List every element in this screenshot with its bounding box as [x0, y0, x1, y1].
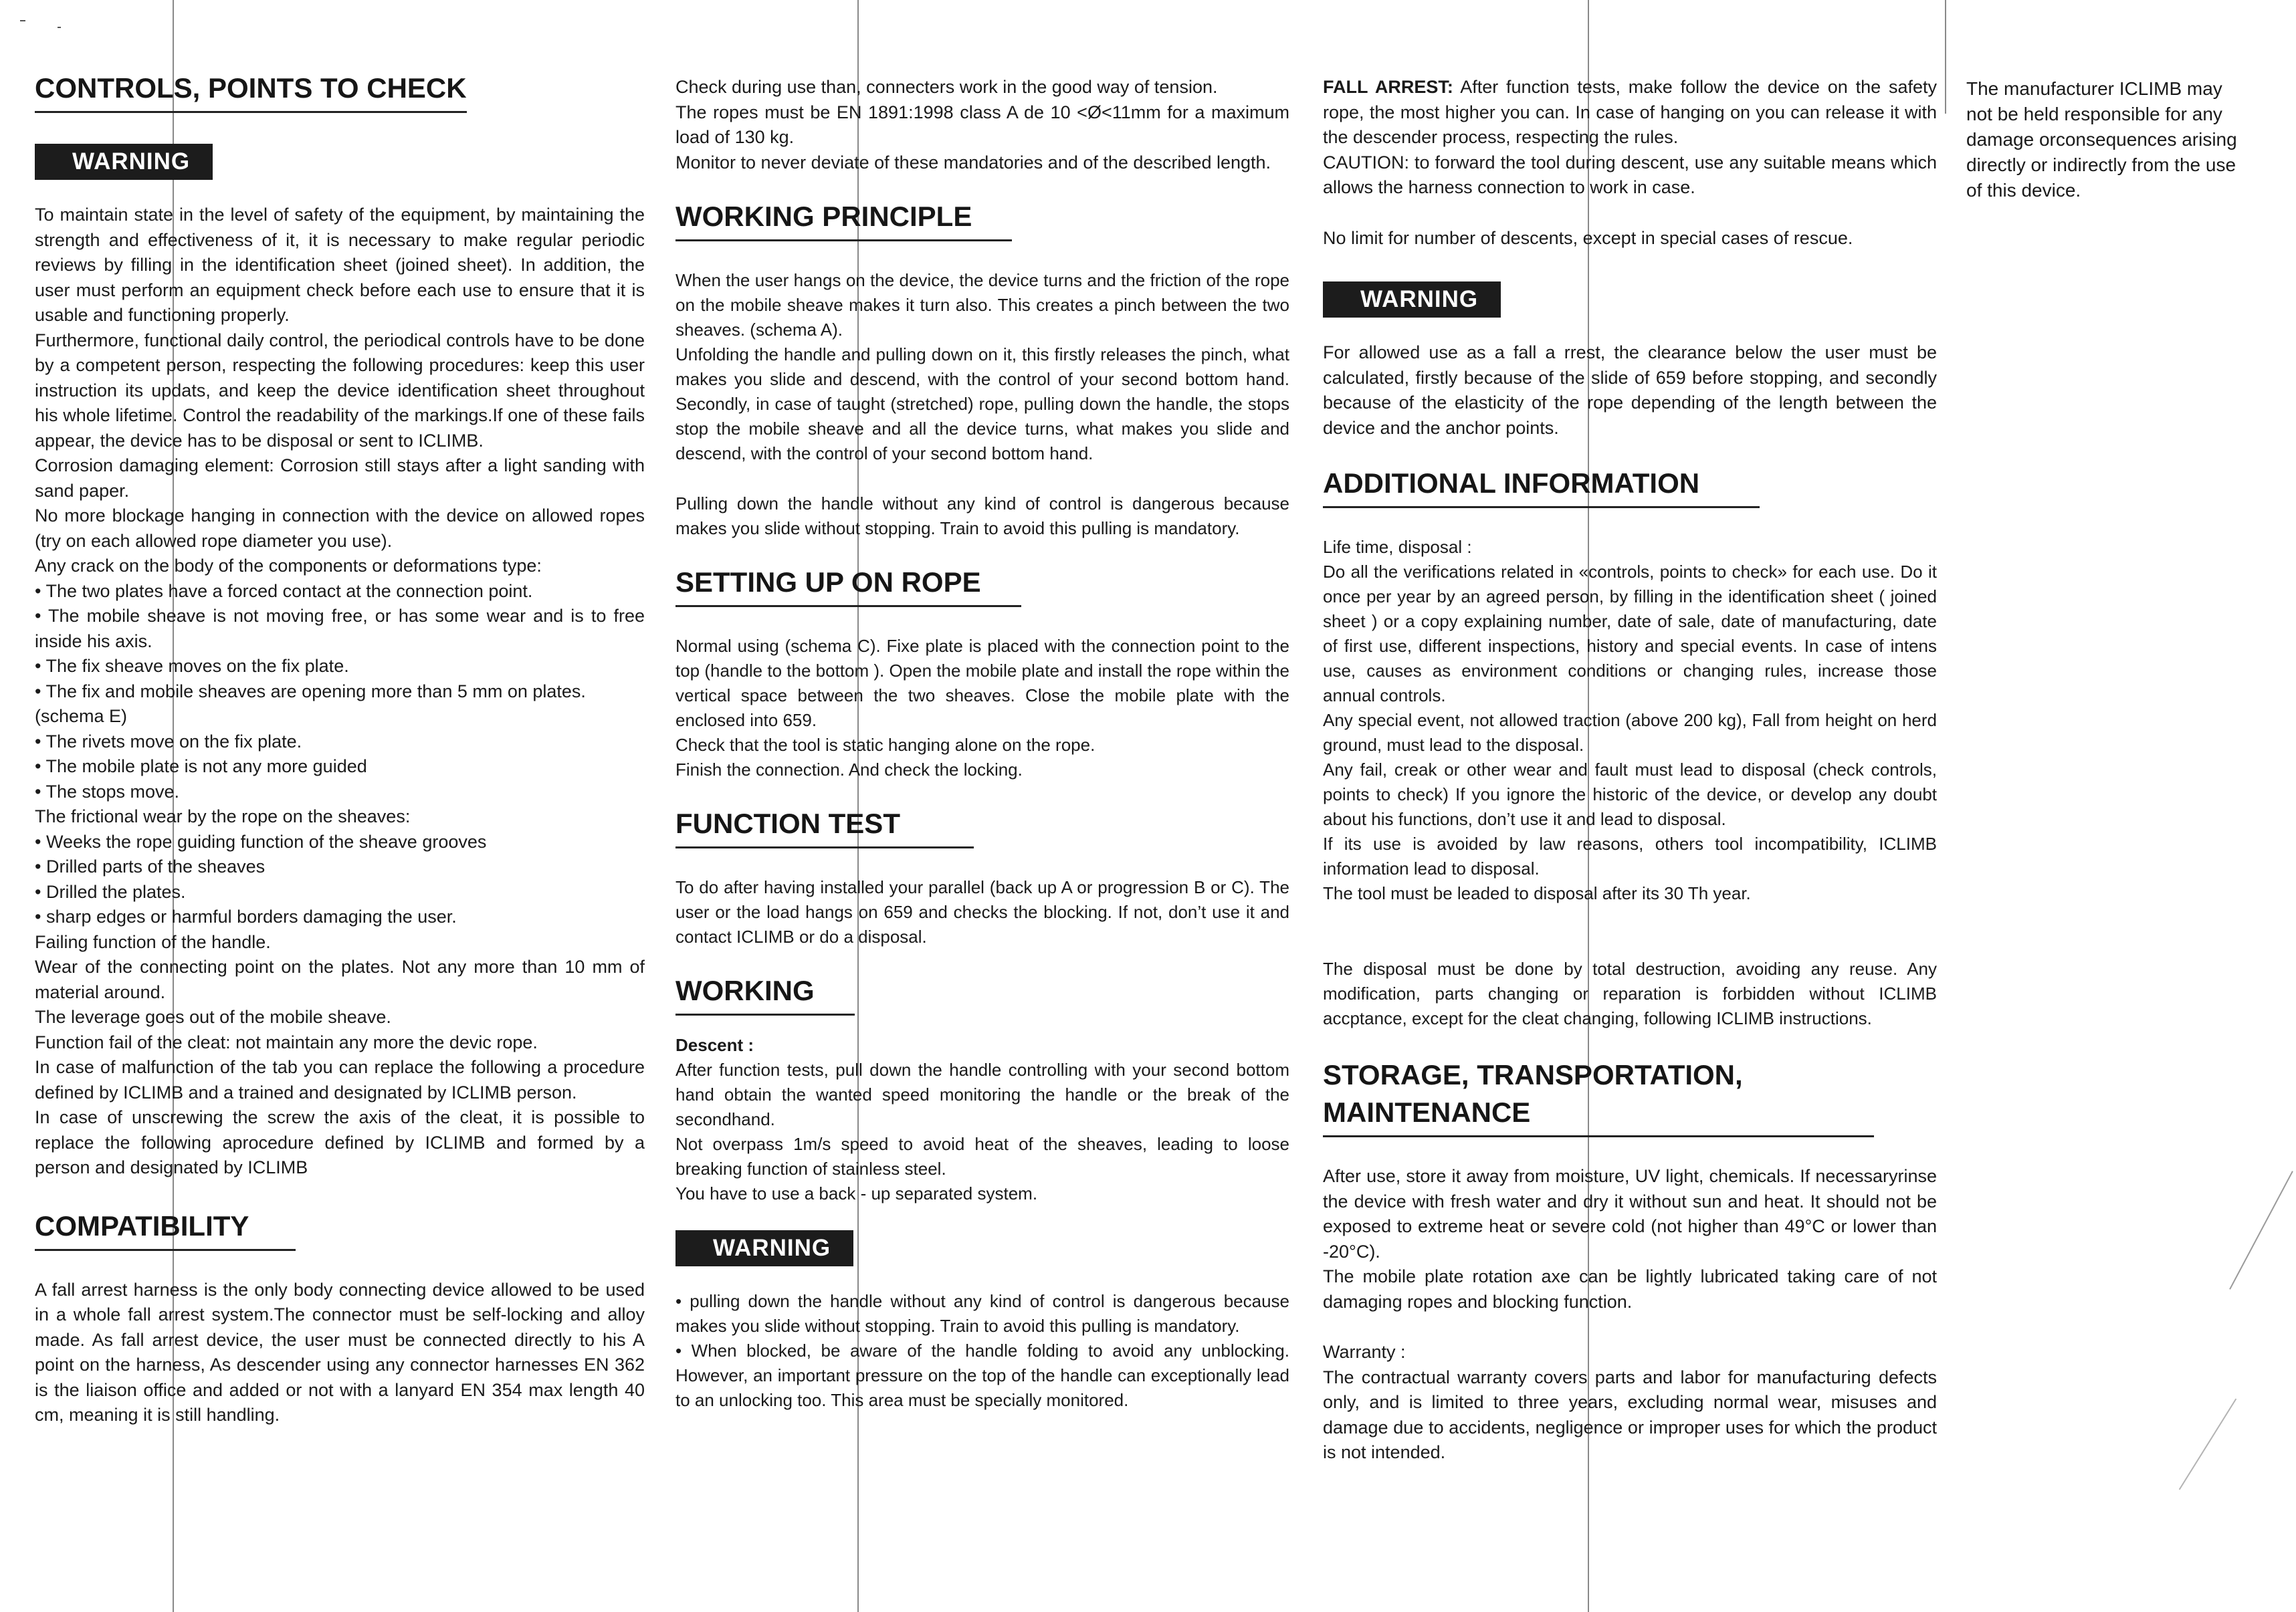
- paragraph: No more blockage hanging in connection with the device on allowed ropes (try on each allowed rope diameter you use).: [35, 505, 645, 551]
- bullet-item: • The mobile sheave is not moving free, or has some wear and is to free inside his axis.: [35, 606, 645, 651]
- paragraph: Normal using (schema C). Fixe plate is placed with the connection point to the top (handle to the bottom ). Open the mobile plate and install the rope within the vertical space between the two sheaves. Close the mobile plate with the enclosed into 659.: [675, 636, 1289, 730]
- bullet-item: • Weeks the rope guiding function of the sheave grooves: [35, 831, 487, 852]
- heading-storage-line-1: STORAGE, TRANSPORTATION,: [1323, 1059, 1743, 1090]
- fall-arrest-text: After function tests, make follow the device on the safety rope, the most higher you can. In case of hanging on you can release it with the descender process, respecting the rules.: [1323, 77, 1937, 147]
- scan-crease: [2179, 1399, 2236, 1490]
- bullet-item: • The mobile plate is not any more guided: [35, 756, 367, 776]
- paragraph: Function fail of the cleat: not maintain any more the devic rope.: [35, 1032, 538, 1052]
- paragraph: You have to use a back - up separated system.: [675, 1183, 1038, 1203]
- paragraph: If its use is avoided by law reasons, others tool incompatibility, ICLIMB information lead to disposal.: [1323, 834, 1937, 879]
- paragraph: To maintain state in the level of safety of the equipment, by maintaining the strength and effectiveness of it, it is necessary to make regular periodic reviews by filling in the identification sheet (joined sheet). In addition, the user must perform an equipment check before each use to ensure that it is usable and functioning properly.: [35, 205, 645, 325]
- paragraph: Any fail, creak or other wear and fault must lead to disposal (check controls, points to check) If you ignore the historic of the device, or develop any doubt about his functions, don’t use it and lead to disposal.: [1323, 760, 1937, 829]
- paragraph: Warranty :: [1323, 1342, 1406, 1362]
- paragraph: Do all the verifications related in «controls, points to check» for each use. Do it once per year by an agreed person, by filling in the identification sheet ( joined sheet ) or a copy explaining number, date of sale, date of manufacturing, date of first use, different inspections, history and special events. In case of intens use, causes as environment conditions or changing rules, increase those annual controls.: [1323, 562, 1937, 705]
- paragraph: Any special event, not allowed traction (above 200 kg), Fall from height on herd ground, must lead to the disposal.: [1323, 710, 1937, 755]
- column-1: [35, 70, 645, 1428]
- warning-label: WARNING: [35, 144, 213, 180]
- paragraph: For allowed use as a fall a rrest, the clearance below the user must be calculated, firstly because of the slide of 659 before stopping, and secondly because of the elasticity of the rope depending of the length between the device and the anchor points.: [1323, 342, 1937, 438]
- paragraph: CAUTION: to forward the tool during descent, use any suitable means which allows the harness connection to work in case.: [1323, 152, 1937, 197]
- paragraph: Finish the connection. And check the locking.: [675, 760, 1023, 780]
- bullet-item: • Drilled the plates.: [35, 881, 186, 902]
- paragraph: Furthermore, functional daily control, the periodical controls have to be done by a competent person, respecting the following procedures: keep this user instruction its updats, and keep the device identification sheet throughout his whole lifetime. Control the readability of the markings.If one of these fails appear, the device has to be disposal or sent to ICLIMB.: [35, 330, 645, 451]
- scan-mark: [20, 20, 25, 21]
- bullet-item: • Drilled parts of the sheaves: [35, 856, 266, 877]
- column-3: [1323, 75, 1937, 1466]
- paragraph: The contractual warranty covers parts and labor for manufacturing defects only, and is limited to three years, excluding normal wear, misuses and damage due to accidents, negligence or improper uses for which the product is not intended.: [1323, 1367, 1937, 1462]
- heading-setting-up-on-rope: SETTING UP ON ROPE: [675, 564, 1021, 607]
- heading-compatibility: COMPATIBILITY: [35, 1207, 296, 1251]
- paragraph: Corrosion damaging element: Corrosion still stays after a light sanding with sand paper.: [35, 455, 645, 501]
- bullet-item: • The two plates have a forced contact at the connection point.: [35, 580, 533, 601]
- bullet-item: • The fix sheave moves on the fix plate.: [35, 656, 349, 676]
- scan-crease: [2229, 1171, 2293, 1290]
- paragraph: The ropes must be EN 1891:1998 class A de 10 <Ø<11mm for a maximum load of 130 kg.: [675, 102, 1289, 147]
- paragraph: Check that the tool is static hanging alone on the rope.: [675, 735, 1095, 755]
- paragraph: Failing function of the handle.: [35, 931, 271, 952]
- column-2: [675, 75, 1289, 1413]
- fold-line: [1945, 0, 1946, 114]
- paragraph: Wear of the connecting point on the plates. Not any more than 10 mm of material around.: [35, 957, 645, 1002]
- paragraph: Unfolding the handle and pulling down on it, this firstly releases the pinch, what makes you slide and descend, with the control of your second bottom hand. Secondly, in case of taught (stretched) rope, pulling down the handle, the stops stop the mobile sheave and all the device turns, what makes you slide and descend, with the control of your second bottom hand.: [675, 344, 1289, 463]
- paragraph: Pulling down the handle without any kind of control is dangerous because makes you slide without stopping. Train to avoid this pulling is mandatory.: [675, 493, 1289, 538]
- warning-label: WARNING: [675, 1230, 853, 1266]
- paragraph: To do after having installed your parallel (back up A or progression B or C). The user or the load hangs on 659 and checks the blocking. If not, don’t use it and contact ICLIMB or do a disposal.: [675, 877, 1289, 947]
- fall-arrest-label: FALL ARREST:: [1323, 77, 1453, 97]
- paragraph: The frictional wear by the rope on the sheaves:: [35, 806, 411, 826]
- paragraph: Check during use than, connecters work in the good way of tension.: [675, 77, 1218, 97]
- descent-label: Descent :: [675, 1035, 754, 1055]
- bullet-item: • The stops move.: [35, 781, 180, 802]
- paragraph: In case of malfunction of the tab you can replace the following a procedure defined by ICLIMB and a trained and designated by ICLIMB person.: [35, 1057, 645, 1103]
- paragraph: In case of unscrewing the screw the axis of the cleat, it is possible to replace the following aprocedure defined by ICLIMB and formed by a person and designated by ICLIMB: [35, 1107, 645, 1177]
- paragraph: A fall arrest harness is the only body connecting device allowed to be used in a whole fall arrest system.The connector must be self-locking and alloy made. As fall arrest device, the user must be connected directly to his A point on the harness, As descender using any connector harnesses EN 362 is the liaison office and added or not with a lanyard EN 354 max length 40 cm, meaning it is still handling.: [35, 1279, 645, 1425]
- heading-working: WORKING: [675, 972, 855, 1016]
- paragraph: [1323, 75, 1937, 150]
- heading-additional-information: ADDITIONAL INFORMATION: [1323, 465, 1760, 508]
- paragraph: When the user hangs on the device, the device turns and the friction of the rope on the mobile sheave makes it turn also. This creates a pinch between the two sheaves. (schema A).: [675, 270, 1289, 340]
- paragraph: Any crack on the body of the components or deformations type:: [35, 556, 542, 576]
- bullet-item: • The rivets move on the fix plate.: [35, 731, 302, 752]
- column-4: [1966, 76, 2247, 203]
- bullet-item: • The fix and mobile sheaves are opening more than 5 mm on plates. (schema E): [35, 681, 586, 726]
- heading-function-test: FUNCTION TEST: [675, 805, 974, 848]
- paragraph: The mobile plate rotation axe can be lightly lubricated taking care of not damaging ropes and blocking function.: [1323, 1266, 1937, 1312]
- paragraph: No limit for number of descents, except in special cases of rescue.: [1323, 227, 1853, 248]
- paragraph: The tool must be leaded to disposal after its 30 Th year.: [1323, 883, 1751, 903]
- paragraph: Not overpass 1m/s speed to avoid heat of the sheaves, leading to loose breaking function of stainless steel.: [675, 1134, 1289, 1179]
- paragraph: The disposal must be done by total destruction, avoiding any reuse. Any modification, parts changing or reparation is forbidden without ICLIMB accptance, except for the cleat changing, following ICLIMB instructions.: [1323, 959, 1937, 1028]
- paragraph: The leverage goes out of the mobile sheave.: [35, 1007, 391, 1027]
- bullet-item: • When blocked, be aware of the handle folding to avoid any unblocking. However, an important pressure on the top of the handle can exceptionally lead to an unlocking too. This area must be specially monitored.: [675, 1341, 1289, 1410]
- paragraph: Life time, disposal :: [1323, 537, 1472, 557]
- paragraph: The manufacturer ICLIMB may not be held responsible for any damage orconsequences arising directly or indirectly from the use of this device.: [1966, 78, 2237, 201]
- heading-storage: [1323, 1056, 1874, 1137]
- bullet-item: • pulling down the handle without any kind of control is dangerous because makes you slide without stopping. Train to avoid this pulling is mandatory.: [675, 1291, 1289, 1336]
- scan-mark: [58, 27, 61, 28]
- paragraph: After use, store it away from moisture, UV light, chemicals. If necessaryrinse the device with fresh water and dry it without sun and heat. It should not be exposed to extreme heat or severe cold (not higher than 49°C or lower than -20°C).: [1323, 1166, 1937, 1262]
- bullet-item: • sharp edges or harmful borders damaging the user.: [35, 907, 457, 927]
- heading-working-principle: WORKING PRINCIPLE: [675, 198, 1012, 241]
- paragraph: After function tests, pull down the handle controlling with your second bottom hand obtain the wanted speed monitoring the handle or the break of the secondhand.: [675, 1060, 1289, 1129]
- heading-controls: CONTROLS, POINTS TO CHECK: [35, 70, 467, 113]
- warning-label: WARNING: [1323, 281, 1501, 318]
- heading-storage-line-2: MAINTENANCE: [1323, 1097, 1531, 1128]
- paragraph: Monitor to never deviate of these mandatories and of the described length.: [675, 152, 1271, 172]
